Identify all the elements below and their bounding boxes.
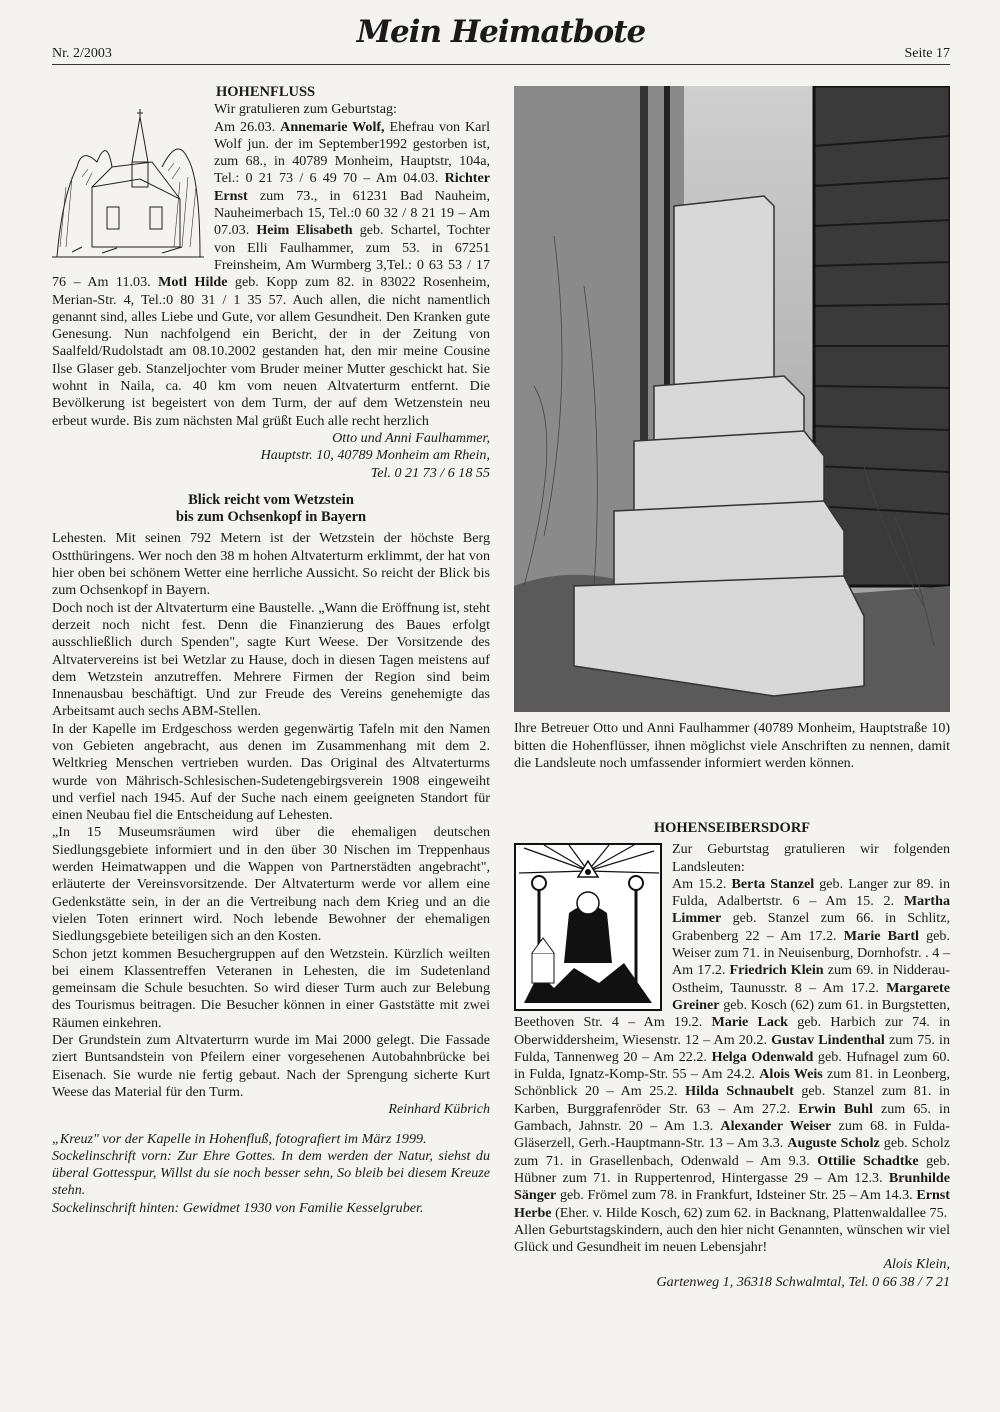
birthday-name: Ernst Herbe xyxy=(514,1187,950,1221)
hohenseibersdorf-intro: Zur Geburtstag gratulieren wir folgenden Landsleuten: xyxy=(672,841,950,875)
text-run: geb. Kosch (62) zum 61. in Burgstetten, Beethoven Str. 4 – Am 19.2. xyxy=(514,996,950,1031)
birthday-name: Hilda Schnaubelt xyxy=(685,1083,794,1100)
article-title-line2: bis zum Ochsenkopf in Bayern xyxy=(175,509,367,526)
birthday-name: Heim Elisabeth xyxy=(256,222,353,239)
signature-name: Alois Klein, xyxy=(883,1256,950,1273)
article-section xyxy=(52,492,490,1119)
hohenfluss-intro: Wir gratulieren zum Geburtstag: xyxy=(214,101,397,118)
footnote-line: „Kreuz" vor der Kapelle in Hohenfluß, fotografiert im März 1999. xyxy=(52,1130,427,1147)
text-run: Ehefrau von Karl Wolf jun. der im September1992 gestorben ist, zum 68., in 40789 Monheim, Hauptstr, 104a, Tel.: 0 21 73 / 6 49 70 – Am 04.03. xyxy=(214,118,491,187)
signature-line: Otto und Anni Faulhammer, xyxy=(332,429,490,446)
birthday-name: Ottilie Schadtke xyxy=(817,1152,919,1169)
article-paragraph: Schon jetzt kommen Besuchergruppen auf den Wetzstein. Kürzlich weilten bei einem Klassentreffen Veteranen in Lehesten, die im Sudetenland gemeinsam die Schule besuchten. So wird dieser Turm auch zur Belebung des Tourismus beitragen. Die Besucher können in einer Gaststätte mit zwei Räumen einkehren. xyxy=(52,945,490,1031)
footnote-line: Sockelinschrift vorn: Zur Ehre Gottes. In dem werden der Natur, siehst du überal Gottesspur, Willst du sie noch besser sehn, So bleib bei diesem Kreuze stehn. xyxy=(52,1147,490,1199)
page-header xyxy=(52,14,950,65)
birthday-name: Alexander Weiser xyxy=(720,1118,832,1135)
text-run: zum 75. in Fulda, Tannenweg 20 – Am 22.2. xyxy=(514,1031,950,1065)
chapel-illustration xyxy=(52,107,204,265)
article-title-line1: Blick reicht vom Wetzstein xyxy=(188,491,354,508)
closing-text: Allen Geburtstagskindern, auch den hier nicht Genannten, wünschen wir viel Glück und Gesundheit im neuen Lebensjahr! xyxy=(514,1221,950,1256)
birthday-name: Brunhilde Sänger xyxy=(514,1169,950,1204)
woodcut-illustration xyxy=(514,843,662,1011)
article-paragraph: Doch noch ist der Altvaterturm eine Baustelle. „Wann die Eröffnung ist, steht derzeit noch nicht fest. Denn die Finanzierung des Baues erfolgt ausschließlich durch Spenden", sagte Kurt Weese. Der Vorsitzende des Altvatervereins ist bei Wetzlar zu Hause, doch in diesen Tagen meistens auf dem Wetzstein anzutreffen. Mehrere Firmen der Region sind beim Innenausbau beschäftigt. Und zur Freude des Vereins genehemigte das Arbeitsamt auch sechs ABM-Stellen. xyxy=(52,599,490,720)
hohenseibersdorf-section xyxy=(514,820,950,1291)
text-run: geb. Schartel, Tochter von Elli Faulhammer, zum 53. in 67251 Freinsheim, Am Wurmberg 3,Tel.: 0 63 53 / 17 76 – Am 11.03. xyxy=(52,222,490,291)
text-run: geb. Weiser zum 71. in Neuisenburg, Dornhofstr. . 4 – Am 17.2. xyxy=(672,927,950,979)
text-run: Am 15.2. xyxy=(672,875,732,892)
hohenfluss-section xyxy=(52,84,490,482)
signature-address: Hauptstr. 10, 40789 Monheim am Rhein, xyxy=(260,447,490,464)
stone-cross-photo xyxy=(514,86,950,712)
masthead-logo: Mein Heimatbote xyxy=(356,14,646,50)
text-run: Am 26.03. xyxy=(214,118,281,135)
birthday-name: Marie Bartl xyxy=(843,927,919,944)
left-column xyxy=(52,84,490,1217)
text-run: zum 73., in 61231 Bad Nauheim, Nauheimerbach 15, Tel.:0 60 32 / 8 21 19 – Am 07.03. xyxy=(214,187,490,239)
signature-address: Gartenweg 1, 36318 Schwalmtal, Tel. 0 66 38 / 7 21 xyxy=(656,1273,950,1290)
footnote-line: Sockelinschrift hinten: Gewidmet 1930 von Familie Kesselgruber. xyxy=(52,1199,424,1216)
text-run: zum 65. in Gambach, Jahnstr. 20 – Am 1.3. xyxy=(514,1100,950,1135)
birthday-name: Gustav Lindenthal xyxy=(771,1031,885,1048)
text-run: geb. Scholz zum 71. in Grasellenbach, Odenwald – Am 9.3. xyxy=(514,1135,951,1169)
text-run: geb. Kopp zum 82. in 83022 Rosenheim, Merian-Str. 4, Tel.:0 80 31 / 1 35 57. Auch allen, die nicht namentlich genannt sind, alles Liebe und Gute, vor allem Gesundheit. Den Kranken gute Genesung. Nun nachfolgend ein Bericht, der in der Zeitung von Saalfeld/Rudolstadt am 08.10.2002 gestanden hat, den mir meine Cousine Ilse Glaser geb. Stanzeljochter vom Bruder meiner Mutter geschickt hat. Sie wohnt in Naila, ca. 40 km vom neuen Altvaterturm entfernt. Die Bevölkerung ist begeistert von dem Turm, der auf dem Wetzenstein neu erbeut wurde. Bis zum nächsten Mal grüßt Euch alle recht herzlich xyxy=(52,274,490,429)
text-run: geb. Stanzel zum 81. in Karben, Burggrafenröder Str. 63 – Am 27.2. xyxy=(514,1083,950,1117)
birthday-name: Richter Ernst xyxy=(214,170,490,204)
birthday-name: Friedrich Klein xyxy=(729,962,824,979)
text-run: geb. Hübner zum 71. in Ruppertenrod, Hintergasse 29 – Am 12.3. xyxy=(514,1152,950,1186)
article-author: Reinhard Kübrich xyxy=(388,1101,490,1118)
birthday-name: Martha Limmer xyxy=(672,893,950,927)
birthday-name: Margarete Greiner xyxy=(672,979,950,1013)
text-run: zum 69. in Nidderau-Ostheim, Taunusstr. 8 – Am 17.2. xyxy=(672,962,950,996)
birthday-name: Marie Lack xyxy=(711,1014,789,1031)
article-paragraph: Lehesten. Mit seinen 792 Metern ist der Wetzstein der höchste Berg Ostthüringens. Wer noch den 38 m hohen Altvaterturm erklimmt, der hat von hier oben bei schönem Wetter eine herrliche Aussicht. So reicht der Blick bis zum Ochsenkopf in Bayern. xyxy=(52,530,490,599)
birthday-name: Erwin Buhl xyxy=(798,1100,873,1117)
cross-footnote xyxy=(52,1131,490,1217)
article-paragraph: Der Grundstein zum Altvaterturrn wurde im Mai 2000 gelegt. Die Fassade ziert Buntsandstein von Pfeilern einer vorgesehenen Autobahnbrücke bei Eisenach. Sie wurde nie fertig gebaut. Nach der Sprengung sicherte Kurt Weese das Material für den Turm. xyxy=(52,1032,490,1100)
text-run: geb. Stanzel zum 66. in Schlitz, Grabenberg 22 – Am 17.2. xyxy=(672,910,950,944)
article-paragraph: „In 15 Museumsräumen wird über die ehemaligen deutschen Siedlungsgebiete informiert und in den über 30 Nischen im Treppenhaus werden Heimatwappen und die Wappen von Partnerstädten angebracht", erläuterte der Vereinsvorsitzende. Der Altvaterturm werde vor allem eine Gedenkstätte sein, in der an die Vertreibung nach dem Krieg und an die vielen Toten erinnert wird. Noch lebende Bewohner der ehemaligen Siedlungsgebiete beteiligen sich an den Kosten. xyxy=(52,824,490,945)
birthday-name: Motl Hilde xyxy=(158,274,228,291)
text-run: geb. Hufnagel zum 60. in Fulda, Ignatz-Komp-Str. 55 – Am 24.2. xyxy=(514,1048,951,1083)
text-run: geb. Langer zur 89. in Fulda, Adalbertstr. 6 – Am 15. 2. xyxy=(672,875,950,910)
text-run: geb. Frömel zum 78. in Frankfurt, Idsteiner Str. 25 – Am 14.3. xyxy=(556,1187,917,1204)
text-run: zum 68. in Fulda-Gläserzell, Gerh.-Hauptmann-Str. 13 – Am 3.3. xyxy=(514,1118,950,1152)
article-paragraph: In der Kapelle im Erdgeschoss werden gegenwärtig Tafeln mit den Namen von Gebieten angebracht, aus denen im Zusammenhang mit dem 2. Weltkrieg Menschen vertrieben wurden. Das Original des Altvaterturms wurde von Mährisch-Schlesischen-Sudetengebirgsverein 1908 eingeweiht und verfiel nach 1945. Auf der Suche nach einem geeigneten Standort für einen Neubau fiel die Entscheidung auf Lehesten. xyxy=(52,720,490,824)
signature-phone: Tel. 0 21 73 / 6 18 55 xyxy=(370,464,490,481)
birthday-name: Alois Weis xyxy=(759,1066,823,1083)
birthday-name: Helga Odenwald xyxy=(711,1048,814,1065)
text-run: geb. Harbich zur 74. in Oberwiddersheim, Wiesenstr. 12 – Am 20.2. xyxy=(514,1014,950,1048)
issue-number: Nr. 2/2003 xyxy=(52,46,112,61)
hohenfluss-title: HOHENFLUSS xyxy=(216,84,316,100)
birthday-name: Berta Stanzel xyxy=(731,875,815,892)
photo-caption: Ihre Betreuer Otto und Anni Faulhammer (40789 Monheim, Hauptstraße 10) bitten die Hohenflüsser, ihnen möglichst viele Anschriften zu nennen, damit die Landsleute noch umfassender informiert werden können. xyxy=(514,721,950,771)
hohenseibersdorf-title: HOHENSEIBERSDORF xyxy=(653,820,811,836)
birthday-name: Annemarie Wolf, xyxy=(280,118,385,135)
text-run: zum 81. in Leonberg, Schönblick 20 – Am 25.2. xyxy=(514,1066,950,1100)
page-number: Seite 17 xyxy=(904,46,950,61)
birthday-name: Auguste Scholz xyxy=(787,1135,880,1152)
text-run: (Eher. v. Hilde Kosch, 62) zum 62. in Backnang, Plattenwaldallee 75. xyxy=(551,1204,948,1221)
